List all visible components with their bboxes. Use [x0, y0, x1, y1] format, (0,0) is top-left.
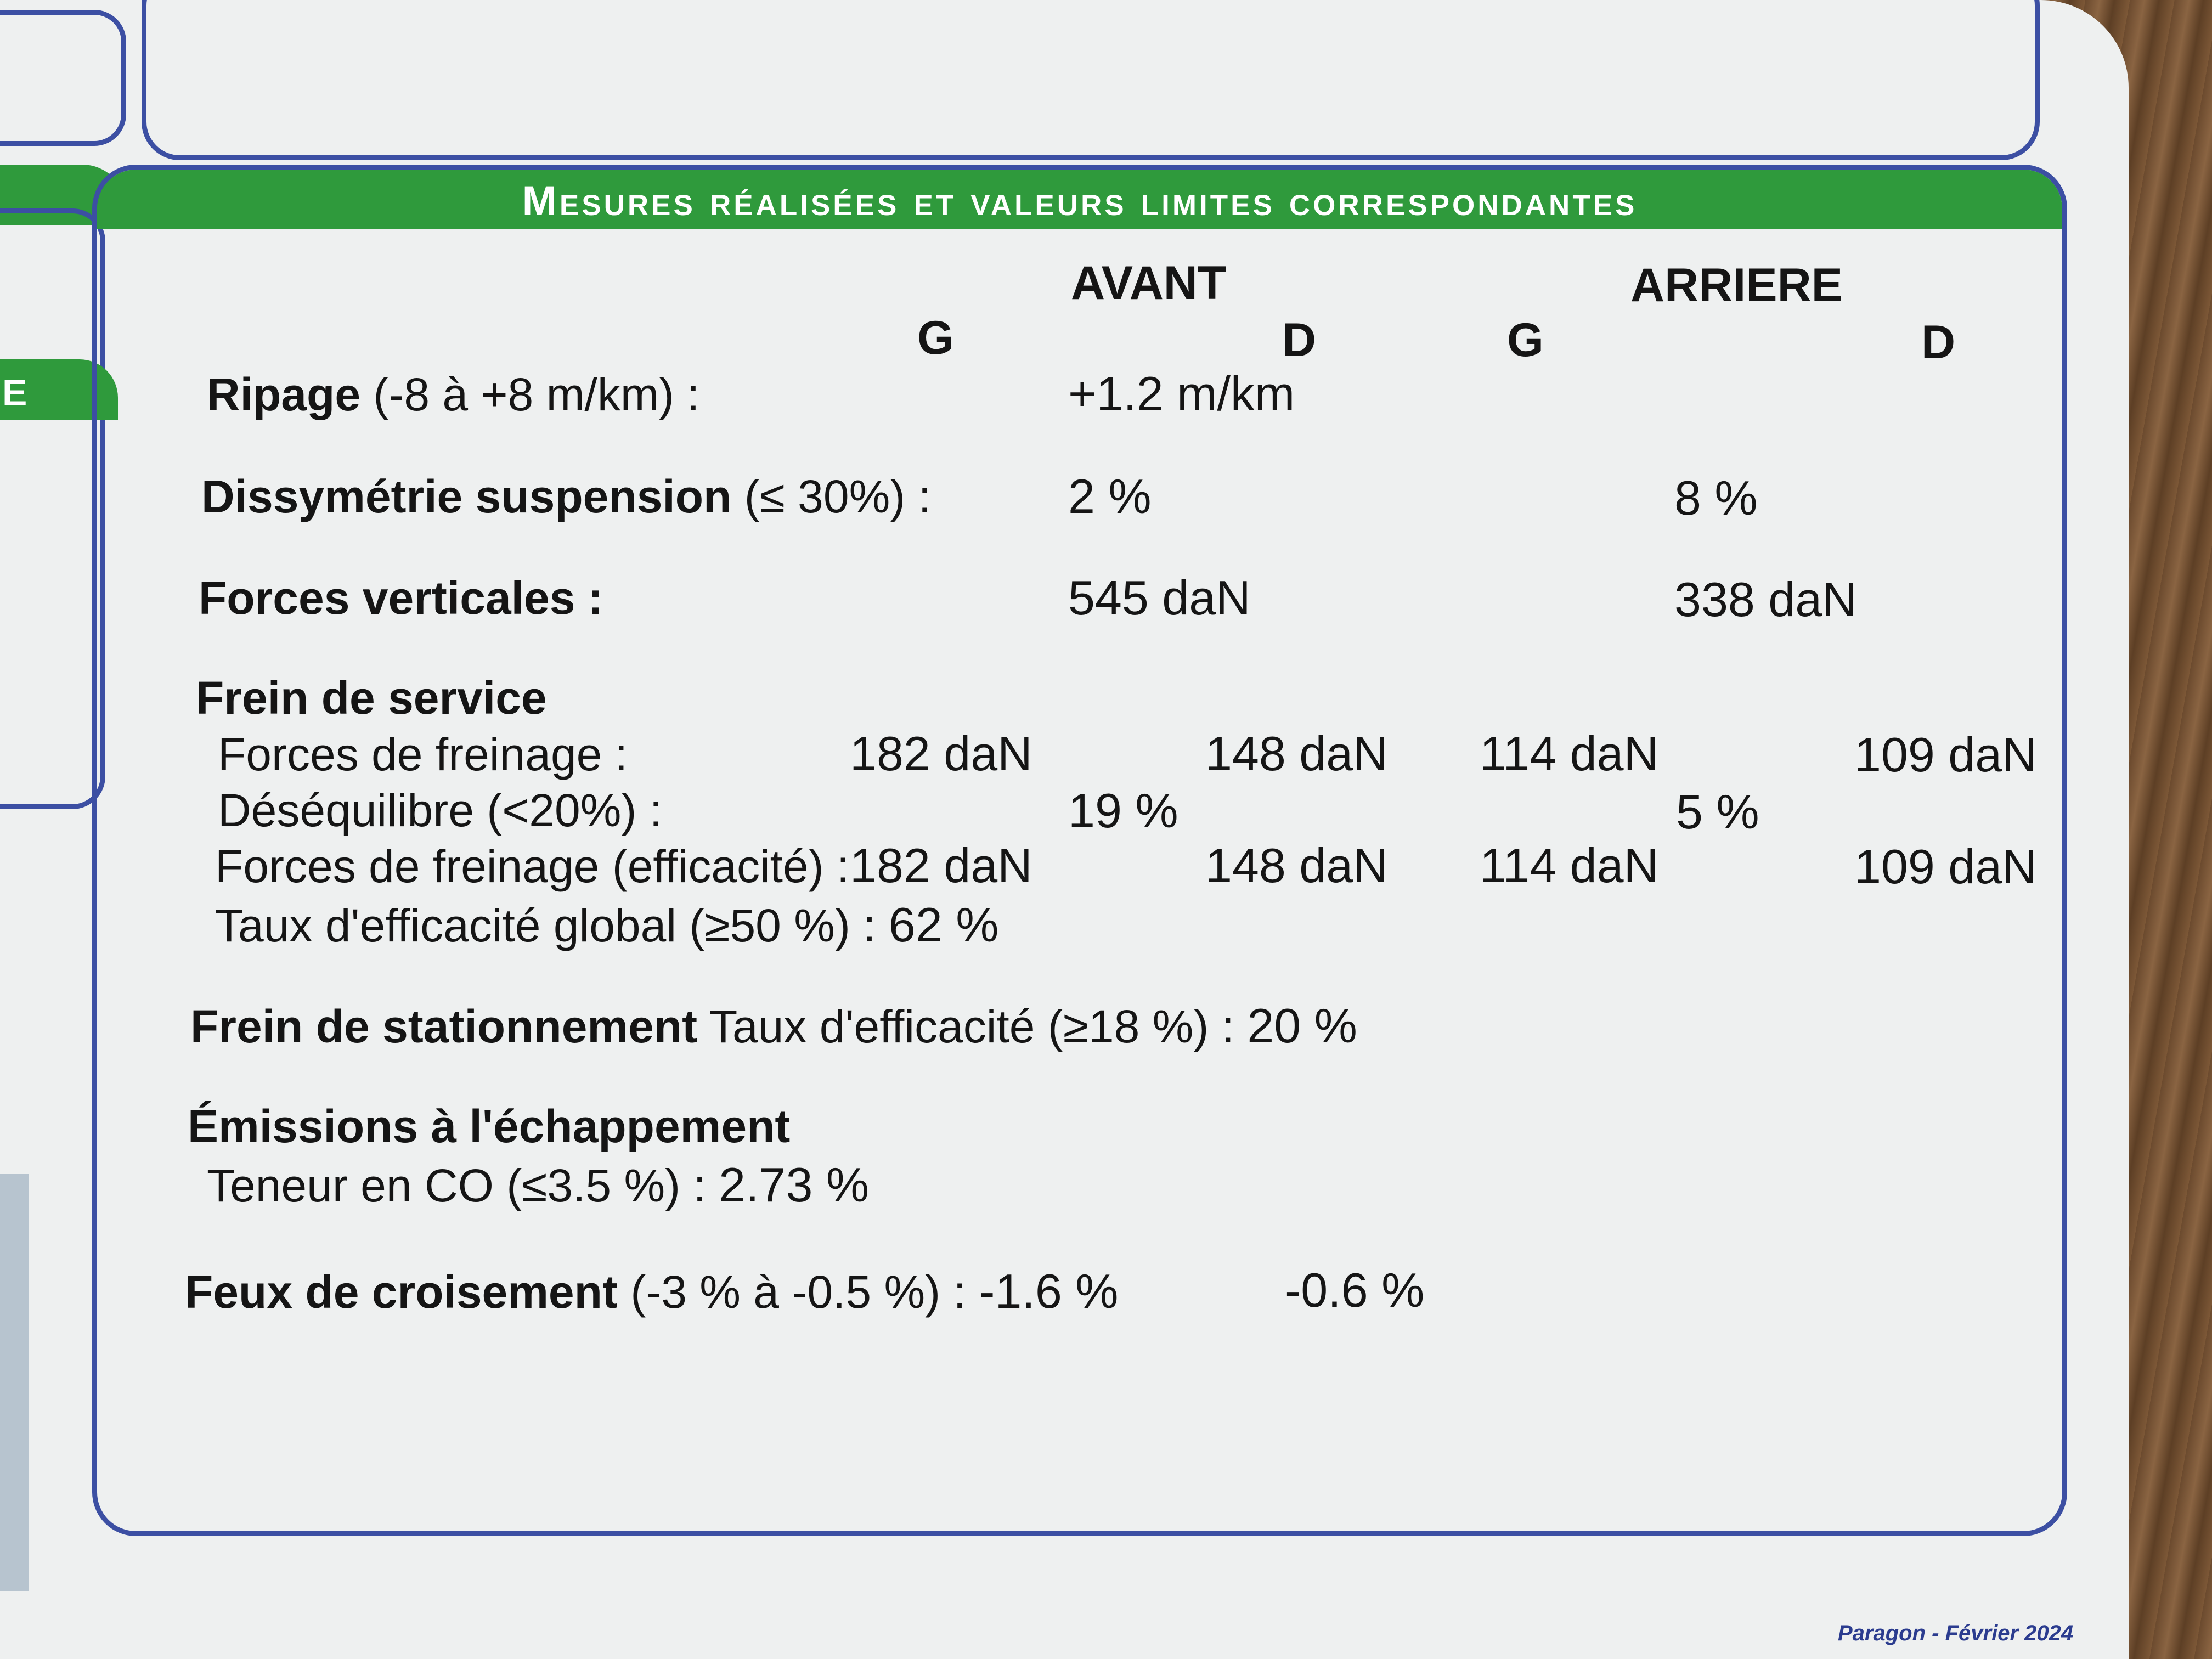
frein-stationnement-label: Taux d'efficacité (≥18 %) :: [709, 1001, 1234, 1052]
frein-stationnement-value: 20 %: [1247, 998, 1357, 1053]
measurements-panel: [92, 165, 2067, 1536]
ripage-label-limits: (-8 à +8 m/km) :: [373, 369, 700, 420]
feux-croisement-right-value: -0.6 %: [1285, 1263, 1425, 1317]
forces-verticales-arriere-value: 338 daN: [1674, 572, 1857, 627]
forces-efficacite-avant-d: 148 daN: [1205, 838, 1388, 893]
taux-efficacite-global: [215, 897, 998, 953]
forces-freinage-arriere-g: 114 daN: [1480, 726, 1659, 781]
emissions-co-row: [207, 1157, 869, 1213]
forces-freinage-arriere-d: 109 daN: [1854, 727, 2037, 782]
footer-credit: Paragon - Février 2024: [1838, 1621, 2074, 1645]
desequilibre-label: Déséquilibre (<20%) :: [218, 785, 663, 836]
left-side-frame: [0, 208, 105, 809]
ripage-value: +1.2 m/km: [1068, 366, 1295, 421]
column-header-avant-d: D: [1282, 314, 1317, 366]
desequilibre-avant-value: 19 %: [1068, 783, 1178, 838]
section-header: [97, 170, 2062, 229]
column-header-arriere-g: G: [1507, 314, 1544, 366]
feux-croisement-label-bold: Feux de croisement: [185, 1266, 618, 1318]
dissymetrie-label: [201, 470, 931, 523]
forces-efficacite-arriere-d: 109 daN: [1854, 839, 2037, 894]
desequilibre-arriere-value: 5 %: [1676, 785, 1759, 839]
dissymetrie-label-limits: (≤ 30%) :: [744, 471, 931, 522]
forces-freinage-label: Forces de freinage :: [218, 729, 628, 780]
frein-stationnement-title: Frein de stationnement: [190, 1001, 698, 1052]
emissions-title: Émissions à l'échappement: [188, 1101, 791, 1152]
forces-efficacite-label: Forces de freinage (efficacité) :: [215, 840, 850, 892]
dissymetrie-arriere-value: 8 %: [1674, 471, 1758, 525]
taux-efficacite-global-value: 62 %: [888, 898, 999, 952]
feux-croisement-row: [185, 1263, 1118, 1319]
top-left-frame: [0, 10, 126, 146]
forces-verticales-label: Forces verticales :: [199, 572, 603, 624]
feux-croisement-label-limits: (-3 % à -0.5 %) :: [630, 1266, 966, 1318]
forces-freinage-avant-g: 182 daN: [850, 726, 1032, 781]
emissions-co-label: Teneur en CO (≤3.5 %) :: [207, 1160, 706, 1211]
frein-service-title: Frein de service: [196, 672, 547, 724]
column-header-arriere: ARRIERE: [1630, 259, 1843, 312]
taux-efficacite-global-label: Taux d'efficacité global (≥50 %) :: [215, 900, 876, 951]
column-header-arriere-d: D: [1921, 316, 1956, 369]
column-header-avant-g: G: [917, 312, 954, 364]
forces-freinage-avant-d: 148 daN: [1205, 726, 1388, 781]
emissions-co-value: 2.73 %: [719, 1158, 870, 1212]
top-main-frame: [142, 0, 2040, 160]
feux-croisement-left-value: -1.6 %: [979, 1264, 1119, 1318]
dissymetrie-label-bold: Dissymétrie suspension: [201, 471, 732, 522]
left-shaded-strip: [0, 1174, 29, 1591]
section-title: Mesures réalisées et valeurs limites correspondantes: [522, 178, 1638, 224]
frein-stationnement-row: [190, 998, 1357, 1054]
ripage-label: [207, 368, 700, 421]
ripage-label-bold: Ripage: [207, 369, 361, 420]
forces-efficacite-arriere-g: 114 daN: [1480, 838, 1659, 893]
forces-efficacite-avant-g: 182 daN: [850, 838, 1032, 893]
dissymetrie-avant-value: 2 %: [1068, 469, 1152, 523]
forces-verticales-avant-value: 545 daN: [1068, 571, 1251, 625]
column-header-avant: AVANT: [1071, 257, 1227, 309]
left-section-tab-letter: E: [2, 372, 27, 414]
